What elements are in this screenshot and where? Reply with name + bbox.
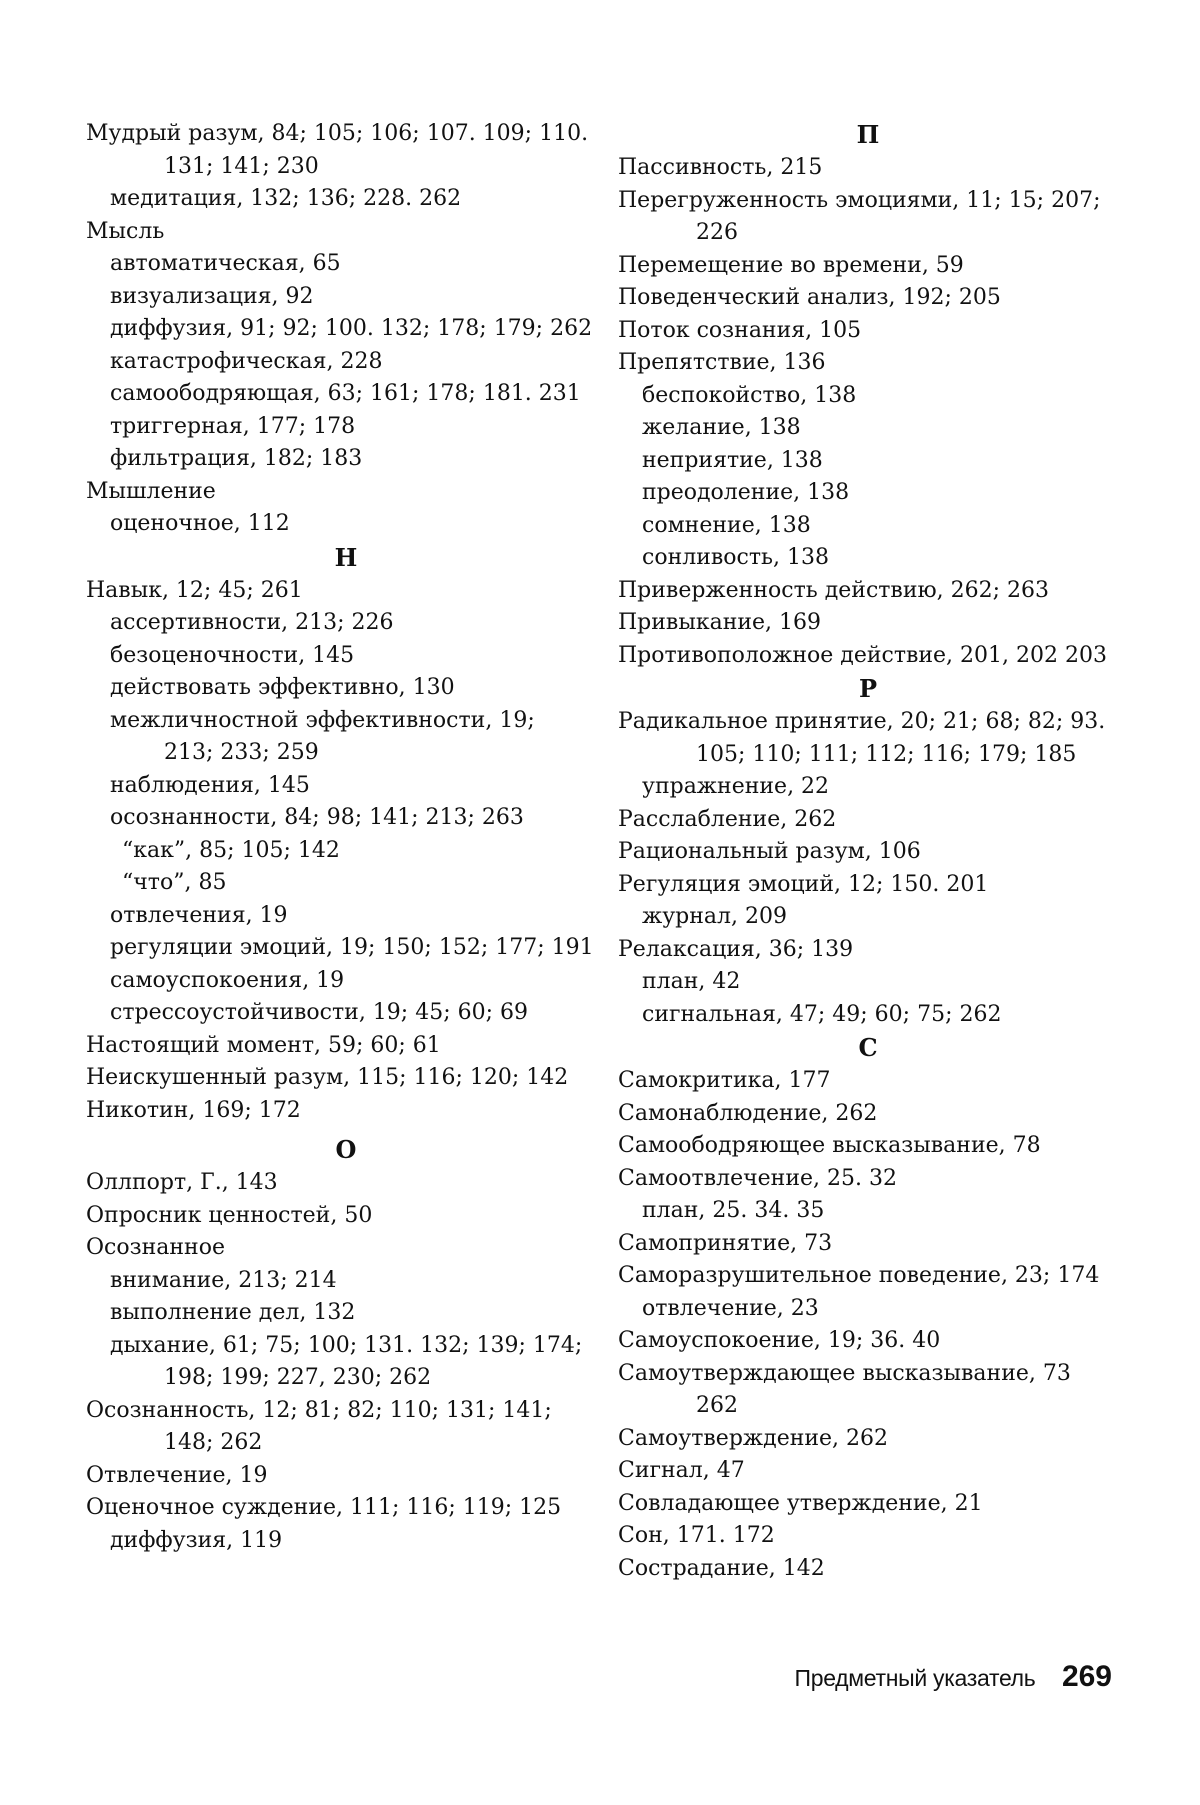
index-subentry: ассертивности, 213; 226 — [110, 610, 394, 635]
index-entry: Опросник ценностей, 50 — [86, 1202, 373, 1228]
index-subentry: “что”, 85 — [122, 870, 227, 895]
index-entry: Сон, 171. 172 — [618, 1523, 775, 1548]
index-entry: Самокритика, 177 — [618, 1068, 831, 1093]
index-entry-continuation: 105; 110; 111; 112; 116; 179; 185 — [696, 741, 1077, 767]
index-entry: Неискушенный разум, 115; 116; 120; 142 — [86, 1065, 569, 1090]
index-subentry: осознанности, 84; 98; 141; 213; 263 — [110, 805, 524, 830]
index-subentry: фильтрация, 182; 183 — [110, 446, 363, 471]
index-entry: Навык, 12; 45; 261 — [86, 577, 303, 603]
page-number: 269 — [1061, 1660, 1112, 1693]
index-subentry: внимание, 213; 214 — [110, 1267, 337, 1293]
index-entry: Препятствие, 136 — [618, 350, 826, 375]
index-subentry: план, 25. 34. 35 — [642, 1198, 825, 1223]
index-subentry: автоматическая, 65 — [110, 251, 341, 276]
index-subentry: дыхание, 61; 75; 100; 131. 132; 139; 174; — [110, 1332, 583, 1358]
index-entry: Рациональный разум, 106 — [618, 839, 921, 864]
index-subentry: отвлечение, 23 — [642, 1295, 819, 1321]
index-entry: Оллпорт, Г., 143 — [86, 1170, 278, 1195]
index-entry-continuation: 148; 262 — [164, 1430, 263, 1455]
index-entry: Перегруженность эмоциями, 11; 15; 207; — [618, 187, 1101, 213]
index-entry: Самоуспокоение, 19; 36. 40 — [618, 1328, 941, 1353]
index-subentry: визуализация, 92 — [110, 283, 314, 309]
index-entry: Релаксация, 36; 139 — [618, 936, 854, 962]
index-entry: Мудрый разум, 84; 105; 106; 107. 109; 110. — [86, 121, 589, 146]
index-subentry: триггерная, 177; 178 — [110, 413, 356, 439]
index-entry: Самопринятие, 73 — [618, 1230, 833, 1256]
index-subentry: регуляции эмоций, 19; 150; 152; 177; 191 — [110, 935, 594, 960]
index-column-right — [618, 118, 1118, 1585]
index-subentry: межличностной эффективности, 19; — [110, 707, 535, 733]
index-subentry: упражнение, 22 — [642, 774, 830, 799]
index-subentry: самоободряющая, 63; 161; 178; 181. 231 — [110, 381, 581, 406]
index-subentry: журнал, 209 — [642, 904, 787, 929]
index-subentry: выполнение дел, 132 — [110, 1300, 356, 1325]
index-subentry: наблюдения, 145 — [110, 772, 310, 798]
index-entry: Самоотвлечение, 25. 32 — [618, 1165, 897, 1191]
index-entry: Пассивность, 215 — [618, 155, 823, 180]
index-subentry: катастрофическая, 228 — [110, 348, 383, 374]
index-subentry: сигнальная, 47; 49; 60; 75; 262 — [642, 1001, 1002, 1027]
index-subentry: неприятие, 138 — [642, 447, 823, 473]
index-entry: Самоободряющее высказывание, 78 — [618, 1133, 1041, 1158]
index-entry: Совладающее утверждение, 21 — [618, 1490, 983, 1516]
section-letter-heading: П — [856, 120, 880, 149]
section-letter-heading: С — [858, 1033, 878, 1062]
index-entry: Осознанность, 12; 81; 82; 110; 131; 141; — [86, 1397, 552, 1423]
index-subentry: диффузия, 119 — [110, 1527, 283, 1553]
index-entry: Самоутверждающее высказывание, 73 — [618, 1360, 1071, 1386]
index-entry-continuation: 198; 199; 227, 230; 262 — [164, 1365, 432, 1390]
page-footer — [794, 1660, 1112, 1694]
index-entry: Поток сознания, 105 — [618, 317, 862, 343]
index-entry: Приверженность действию, 262; 263 — [618, 577, 1050, 603]
index-entry: Противоположное действие, 201, 202 203 — [618, 642, 1107, 668]
index-entry: Самонаблюдение, 262 — [618, 1100, 878, 1126]
index-entry: Осознанное — [86, 1235, 225, 1260]
index-entry: Сигнал, 47 — [618, 1458, 745, 1483]
index-subentry: сомнение, 138 — [642, 512, 811, 538]
index-entry: Регуляция эмоций, 12; 150. 201 — [618, 871, 989, 897]
index-subentry: план, 42 — [642, 969, 741, 994]
section-letter-heading: Р — [858, 674, 878, 703]
index-subentry: “как”, 85; 105; 142 — [122, 837, 340, 863]
index-subentry: сонливость, 138 — [642, 545, 829, 570]
index-entry-continuation: 213; 233; 259 — [164, 740, 319, 765]
index-entry: Привыкание, 169 — [618, 610, 822, 635]
index-entry: Сострадание, 142 — [618, 1555, 825, 1581]
index-subentry: медитация, 132; 136; 228. 262 — [110, 186, 462, 211]
index-subentry: самоуспокоения, 19 — [110, 967, 345, 993]
index-subentry: безоценочности, 145 — [110, 642, 355, 668]
index-entry-continuation: 262 — [696, 1393, 738, 1418]
index-entry: Расслабление, 262 — [618, 806, 837, 832]
index-entry: Поведенческий анализ, 192; 205 — [618, 285, 1001, 310]
index-entry-continuation: 226 — [696, 220, 738, 245]
index-entry: Отвлечение, 19 — [86, 1462, 268, 1488]
index-entry: Мысль — [86, 218, 165, 244]
running-footer-title: Предметный указатель — [794, 1665, 1036, 1691]
index-entry: Радикальное принятие, 20; 21; 68; 82; 93. — [618, 709, 1106, 734]
index-column-left — [86, 118, 606, 1557]
index-subentry: беспокойство, 138 — [642, 382, 857, 408]
index-entry: Оценочное суждение, 111; 116; 119; 125 — [86, 1495, 562, 1520]
index-entry: Перемещение во времени, 59 — [618, 252, 964, 278]
index-subentry: стрессоустойчивости, 19; 45; 60; 69 — [110, 1000, 528, 1025]
index-entry: Самоутверждение, 262 — [618, 1425, 889, 1451]
index-entry: Настоящий момент, 59; 60; 61 — [86, 1032, 441, 1058]
section-letter-heading: Н — [334, 542, 358, 572]
index-entry-continuation: 131; 141; 230 — [164, 153, 319, 179]
index-subentry: желание, 138 — [642, 415, 801, 440]
index-subentry: диффузия, 91; 92; 100. 132; 178; 179; 262 — [110, 316, 593, 341]
index-entry: Саморазрушительное поведение, 23; 174 — [618, 1263, 1100, 1288]
index-entry: Никотин, 169; 172 — [86, 1097, 301, 1123]
section-letter-heading: О — [335, 1135, 357, 1164]
index-subentry: отвлечения, 19 — [110, 902, 288, 928]
index-subentry: преодоление, 138 — [642, 480, 850, 505]
index-entry: Мышление — [86, 478, 216, 504]
index-subentry: действовать эффективно, 130 — [110, 675, 455, 700]
index-subentry: оценочное, 112 — [110, 511, 290, 536]
